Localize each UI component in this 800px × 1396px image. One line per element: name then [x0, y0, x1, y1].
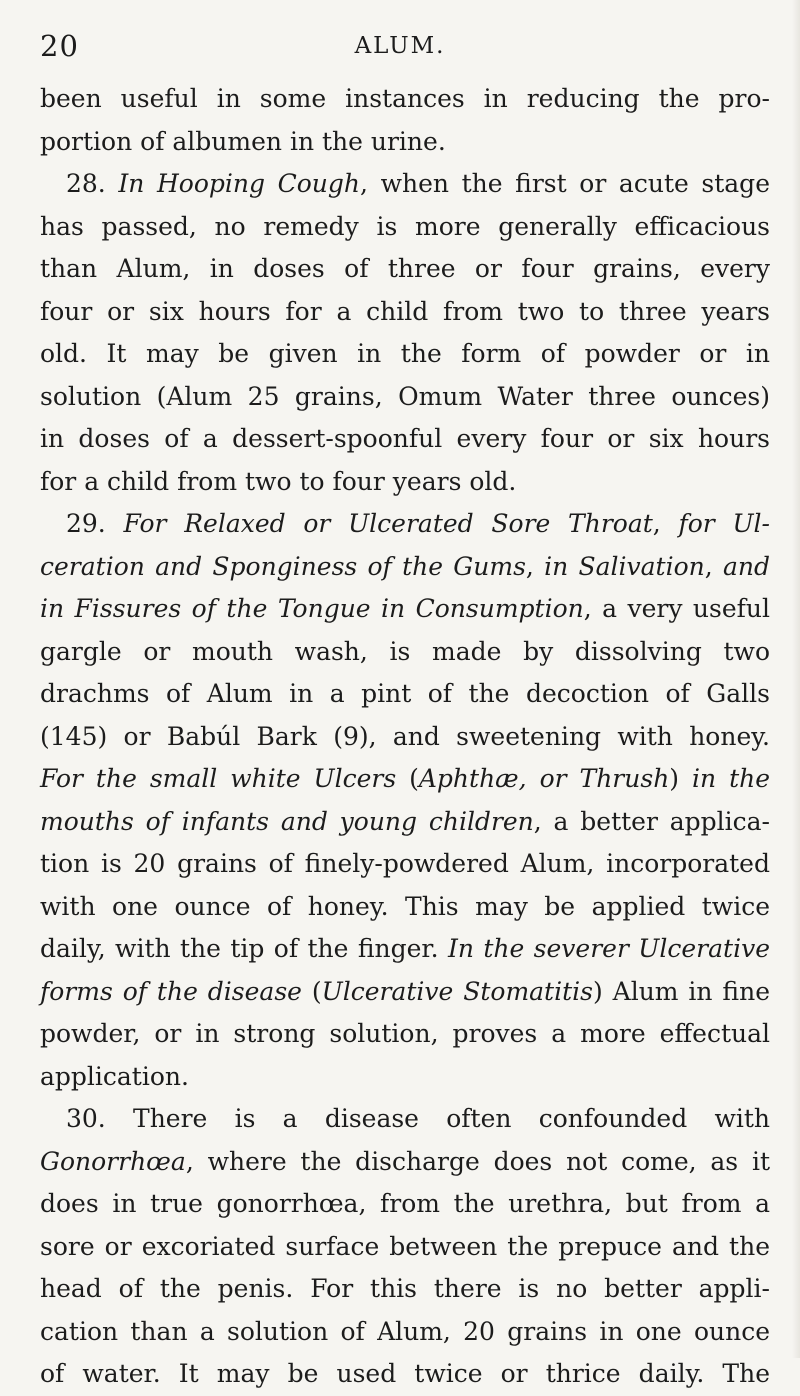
- text-span: (: [396, 764, 419, 793]
- text-span: head of the penis. For this there is no better appli-: [40, 1274, 770, 1303]
- italic-text: in Salivation: [544, 551, 705, 581]
- italic-text: Ulcerative Stomatitis: [321, 976, 593, 1006]
- text-line: [40, 163, 770, 206]
- text-span: sore or excoriated surface between the prepuce and the: [40, 1231, 770, 1261]
- italic-text: For Relaxed or Ulcerated Sore Throat: [123, 509, 653, 538]
- text-line: [40, 1141, 770, 1184]
- text-span: with one ounce of honey. This may be applied twice: [40, 891, 770, 921]
- text-line: [40, 418, 770, 461]
- text-line: [40, 673, 770, 716]
- italic-text: For the small white Ulcers: [40, 764, 397, 793]
- text-line: [40, 1268, 770, 1311]
- italic-text: mouths of infants and young children: [40, 806, 534, 836]
- text-span: ): [669, 764, 693, 793]
- text-line: [40, 801, 770, 844]
- text-span: old. It may be given in the form of powder or in: [40, 339, 770, 368]
- italic-text: In the severer Ulcerative: [447, 934, 770, 963]
- text-span: , when the first or acute stage: [360, 169, 770, 198]
- text-span: , a very useful: [583, 594, 771, 623]
- text-line: [40, 333, 770, 376]
- text-line: [40, 78, 770, 121]
- text-span: portion of albumen in the urine.: [40, 126, 446, 156]
- italic-text: in the: [692, 764, 771, 793]
- text-line: [40, 886, 770, 929]
- text-line: [40, 758, 770, 801]
- text-span: does in true gonorrhœa, from the urethra, but from a: [40, 1189, 770, 1218]
- text-span: 30. There is a disease often confounded with: [66, 1104, 770, 1133]
- text-span: (: [301, 976, 322, 1006]
- text-span: been useful in some instances in reducing the pro-: [40, 84, 770, 113]
- text-line: [40, 248, 770, 291]
- text-span: daily, with the tip of the finger.: [40, 934, 448, 963]
- text-line: [40, 1226, 770, 1269]
- italic-text: ceration and Sponginess of the Gums: [40, 551, 526, 581]
- text-line: [40, 716, 770, 759]
- page-edge: [792, 0, 800, 1358]
- text-span: ) Alum in fine: [592, 976, 770, 1006]
- text-line: [40, 503, 770, 546]
- text-span: than Alum, in doses of three or four grains, every: [40, 254, 770, 283]
- italic-text: forms of the disease: [40, 976, 302, 1006]
- italic-text: In Hooping Cough: [118, 169, 361, 198]
- text-line: [40, 928, 770, 971]
- italic-text: Aphthæ, or Thrush: [418, 764, 670, 793]
- text-span: 29.: [66, 509, 124, 538]
- italic-text: and: [722, 551, 770, 581]
- italic-text: in Fissures of the Tongue in Consumption: [40, 594, 584, 623]
- text-line: [40, 588, 770, 631]
- text-line: [40, 1056, 770, 1099]
- text-span: cation than a solution of Alum, 20 grains in one ounce: [40, 1316, 770, 1346]
- text-line: [40, 291, 770, 334]
- text-span: in doses of a dessert-spoonful every four or six hours: [40, 424, 770, 453]
- text-line: [40, 1098, 770, 1141]
- text-span: , where the discharge does not come, as it: [185, 1146, 770, 1176]
- text-line: [40, 461, 770, 504]
- text-line: [40, 546, 770, 589]
- body-text: [40, 78, 770, 1396]
- text-span: ,: [652, 509, 679, 538]
- text-span: of water. It may be used twice or thrice daily. The: [40, 1359, 770, 1388]
- text-span: gargle or mouth wash, is made by dissolving two: [40, 636, 770, 666]
- text-span: 28.: [66, 169, 119, 198]
- text-line: [40, 631, 770, 674]
- text-span: has passed, no remedy is more generally efficacious: [40, 211, 770, 241]
- text-span: solution (Alum 25 grains, Omum Water three ounces): [40, 381, 770, 411]
- text-line: [40, 376, 770, 419]
- text-line: [40, 1311, 770, 1354]
- text-line: [40, 1353, 770, 1396]
- page-number: 20: [40, 29, 79, 63]
- running-title: ALUM.: [354, 33, 446, 59]
- text-span: ,: [704, 551, 723, 581]
- text-line: [40, 206, 770, 249]
- text-span: drachms of Alum in a pint of the decoction of Galls: [40, 679, 770, 708]
- italic-text: Gonorrhœa: [40, 1146, 186, 1176]
- text-span: tion is 20 grains of finely-powdered Alum, incorporated: [40, 849, 770, 878]
- text-span: (145) or Babúl Bark (9), and sweetening with honey.: [40, 721, 770, 751]
- text-span: powder, or in strong solution, proves a more effectual: [40, 1019, 770, 1048]
- text-line: [40, 843, 770, 886]
- text-span: , a better applica-: [533, 806, 770, 836]
- text-span: four or six hours for a child from two to three years: [40, 296, 770, 326]
- italic-text: for Ul-: [678, 509, 770, 538]
- text-line: [40, 971, 770, 1014]
- text-span: for a child from two to four years old.: [40, 466, 517, 496]
- text-line: [40, 1183, 770, 1226]
- text-span: application.: [40, 1061, 189, 1091]
- text-line: [40, 1013, 770, 1056]
- text-span: ,: [525, 551, 545, 581]
- text-line: [40, 121, 770, 164]
- page-header: [40, 28, 760, 64]
